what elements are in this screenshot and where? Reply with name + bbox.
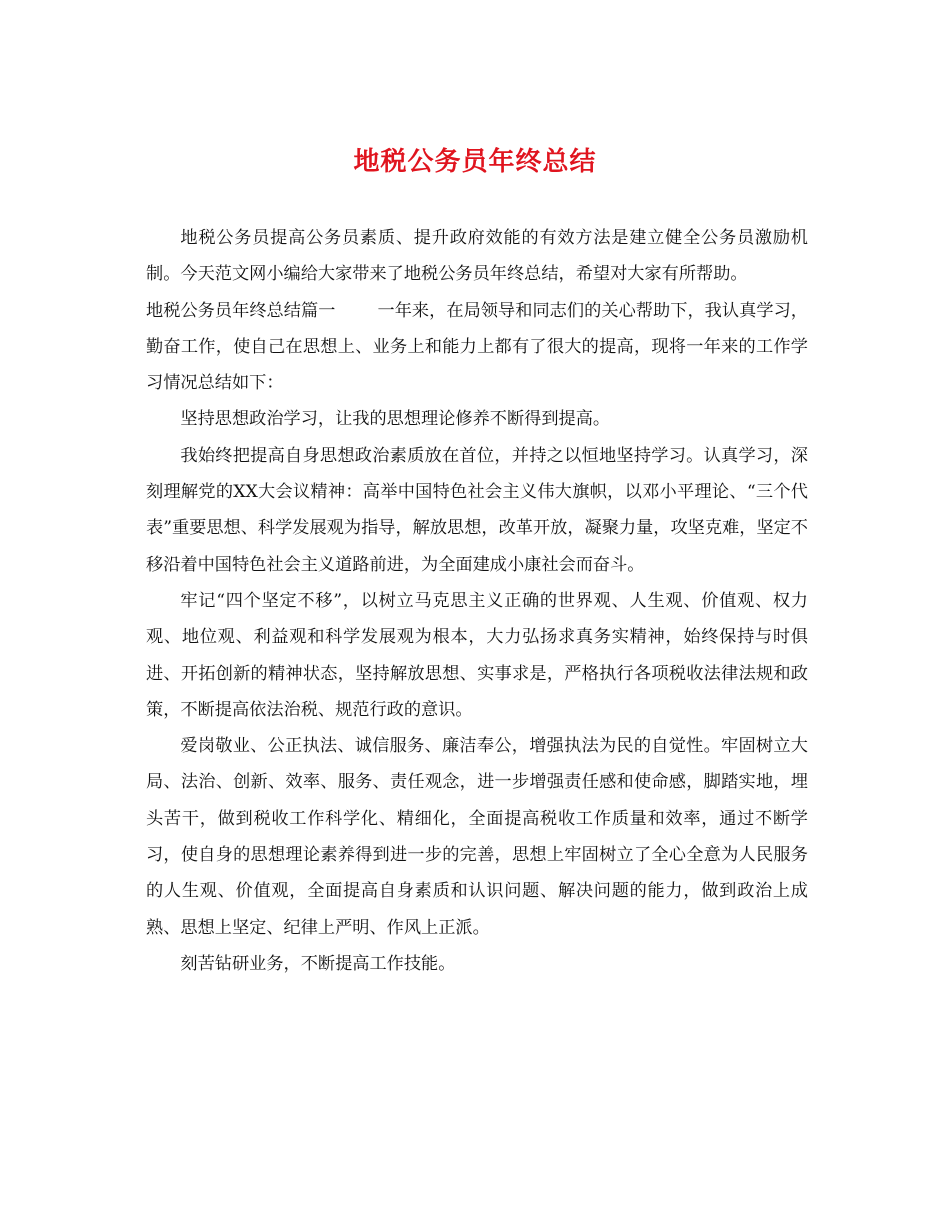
body-paragraph-4: 爱岗敬业、公正执法、诚信服务、廉洁奉公，增强执法为民的自觉性。牢固树立大局、法治、创新、效率、服务、责任观念，进一步增强责任感和使命感，脚踏实地，埋头苦干，做到税收工作科学化、精细化，全面提高税收工作质量和效率，通过不断学习，使自身的思想理论素养得到进一步的完善，思想上牢固树立了全心全意为人民服务的人生观、价值观，全面提高自身素质和认识问题、解决问题的能力，做到政治上成熟、思想上坚定、纪律上严明、作风上正派。 <box>146 736 808 938</box>
section-opening: 一年来，在局领导和同志们的关心帮助下，我认真学习，勤奋工作，使自己在思想上、业务上和能力上都有了很大的提高，现将一年来的工作学习情况总结如下： <box>146 300 808 394</box>
document-body <box>146 220 808 982</box>
intro-paragraph: 地税公务员提高公务员素质、提升政府效能的有效方法是建立健全公务员激励机制。今天范文网小编给大家带来了地税公务员年终总结，希望对大家有所帮助。 <box>146 228 808 285</box>
body-paragraph-5: 刻苦钻研业务，不断提高工作技能。 <box>180 953 456 974</box>
body-paragraph-3: 牢记“四个坚定不移”，以树立马克思主义正确的世界观、人生观、价值观、权力观、地位观、利益观和科学发展观为根本，大力弘扬求真务实精神，始终保持与时俱进、开拓创新的精神状态，坚持解放思想、实事求是，严格执行各项税收法律法规和政策，不断提高依法治税、规范行政的意识。 <box>146 590 808 720</box>
body-paragraph-2: 我始终把提高自身思想政治素质放在首位，并持之以恒地坚持学习。认真学习，深刻理解党的XX大会议精神：高举中国特色社会主义伟大旗帜，以邓小平理论、“三个代表”重要思想、科学发展观为指导，解放思想，改革开放，凝聚力量，攻坚克难，坚定不移沿着中国特色社会主义道路前进，为全面建成小康社会而奋斗。 <box>146 445 808 575</box>
section-paragraph <box>146 293 808 402</box>
body-paragraph-1: 坚持思想政治学习，让我的思想理论修养不断得到提高。 <box>180 409 611 430</box>
section-heading: 地税公务员年终总结篇一 <box>146 300 336 321</box>
page-title: 地税公务员年终总结 <box>353 147 597 177</box>
